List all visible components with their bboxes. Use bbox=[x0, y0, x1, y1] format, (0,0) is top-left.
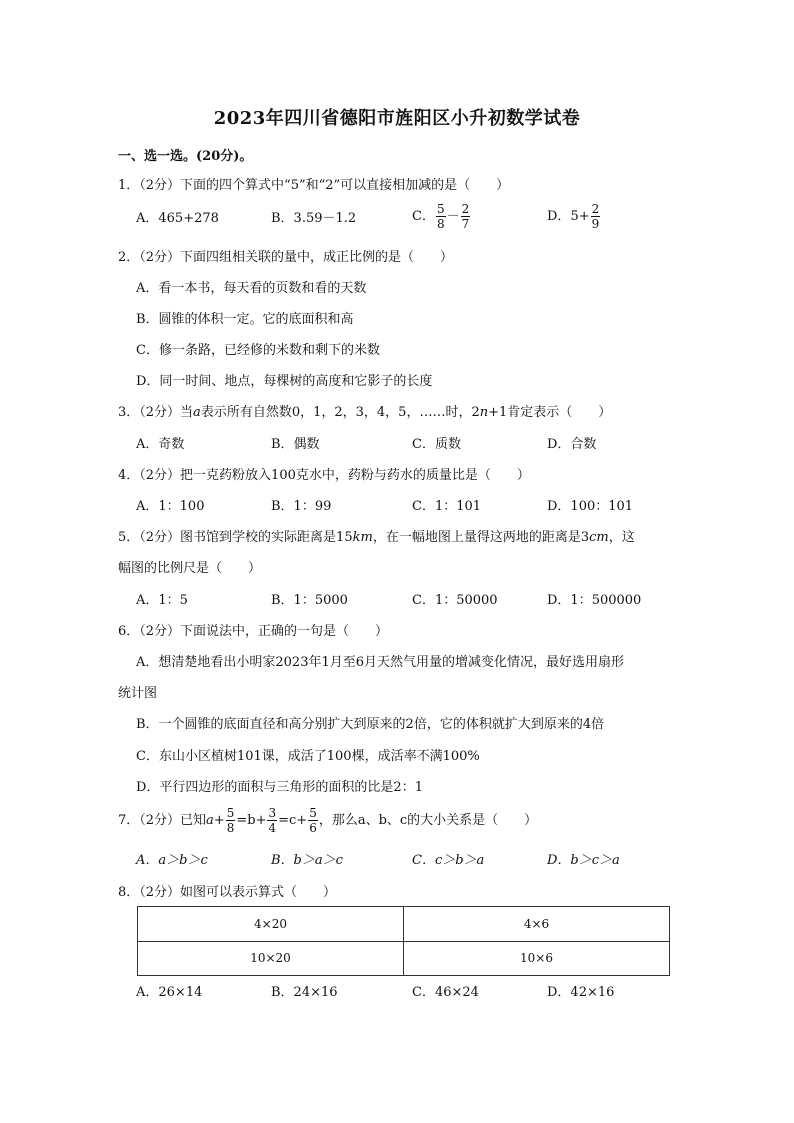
q4-option-b: B．1：99 bbox=[271, 499, 332, 514]
q2-option-a: A．看一本书，每天看的页数和看的天数 bbox=[136, 281, 367, 296]
table-cell: 10×20 bbox=[138, 941, 404, 976]
q8-option-c: C．46×24 bbox=[412, 985, 479, 1000]
q5-option-b: B．1：5000 bbox=[271, 593, 348, 608]
q8-option-b: B．24×16 bbox=[271, 985, 338, 1000]
area-model-table bbox=[137, 906, 670, 976]
q2-option-d: D．同一时间、地点，每棵树的高度和它影子的长度 bbox=[136, 374, 433, 389]
q2-option-c: C．修一条路，已经修的米数和剩下的米数 bbox=[136, 343, 380, 358]
q7-option-a: A．a＞b＞c bbox=[136, 853, 208, 868]
question-8-stem: 8．（2分）如图可以表示算式（ ） bbox=[118, 885, 337, 900]
q3-option-b: B．偶数 bbox=[271, 437, 320, 452]
question-7-stem: 7．（2分）已知a+ $\frac{5}{8}$ =b+ $\frac{3}{4}$ =c+ $\frac{5}{6}$ ，那么a、b、c的大小关系是（ ） bbox=[118, 806, 538, 835]
exam-title: 2023年四川省德阳市旌阳区小升初数学试卷 bbox=[213, 108, 581, 129]
q6-option-b: B．一个圆锥的底面直径和高分别扩大到原来的2倍，它的体积就扩大到原来的4倍 bbox=[136, 717, 605, 732]
q1-option-c: C． $\frac{5}{8}$ － $\frac{2}{7}$ bbox=[412, 202, 470, 231]
question-1-stem: 1．（2分）下面的四个算式中“5”和“2”可以直接相加减的是（ ） bbox=[118, 178, 510, 193]
q1-option-a: A．465+278 bbox=[136, 211, 219, 226]
q5-option-d: D．1：500000 bbox=[547, 593, 642, 608]
q8-option-d: D．42×16 bbox=[547, 985, 615, 1000]
q6-option-c: C．东山小区植树101课，成活了100棵，成活率不满100% bbox=[136, 749, 480, 764]
table-row bbox=[138, 907, 670, 942]
q3-option-d: D．合数 bbox=[547, 437, 597, 452]
question-6-stem: 6．（2分）下面说法中，正确的一句是（ ） bbox=[118, 624, 389, 639]
q5-option-a: A．1：5 bbox=[136, 593, 188, 608]
question-2-stem: 2．（2分）下面四组相关联的量中，成正比例的是（ ） bbox=[118, 250, 454, 265]
q1-option-b: B．3.59－1.2 bbox=[271, 211, 357, 226]
q5-option-c: C．1：50000 bbox=[412, 593, 498, 608]
q4-option-d: D．100：101 bbox=[547, 499, 634, 514]
q6-option-a: A．想清楚地看出小明家2023年1月至6月天然气用量的增减变化情况，最好选用扇形 bbox=[136, 655, 625, 670]
q8-option-a: A．26×14 bbox=[136, 985, 203, 1000]
q6-option-a-continuation: 统计图 bbox=[118, 686, 158, 701]
q7-option-d: D．b＞c＞a bbox=[547, 853, 620, 868]
question-4-stem: 4．（2分）把一克药粉放入100克水中，药粉与药水的质量比是（ ） bbox=[118, 468, 530, 483]
table-cell: 4×20 bbox=[138, 907, 404, 942]
table-row bbox=[138, 941, 670, 976]
q1-option-d: D．5+ $\frac{2}{9}$ bbox=[547, 202, 600, 231]
question-5-stem: 5．（2分）图书馆到学校的实际距离是15km，在一幅地图上量得这两地的距离是3cm，这 bbox=[118, 530, 635, 545]
table-cell: 4×6 bbox=[404, 907, 670, 942]
q3-option-c: C．质数 bbox=[412, 437, 461, 452]
q4-option-c: C．1：101 bbox=[412, 499, 482, 514]
q7-option-b: B．b＞a＞c bbox=[271, 853, 343, 868]
q2-option-b: B．圆锥的体积一定。它的底面积和高 bbox=[136, 312, 354, 327]
section-heading: 一、选一选。(20分)。 bbox=[118, 149, 253, 164]
q7-option-c: C．c＞b＞a bbox=[412, 853, 485, 868]
question-5-continuation: 幅图的比例尺是（ ） bbox=[118, 561, 262, 576]
question-3-stem: 3．（2分）当a表示所有自然数0，1，2，3，4，5，……时，2n+1肯定表示（ ） bbox=[118, 405, 612, 420]
q4-option-a: A．1：100 bbox=[136, 499, 205, 514]
q6-option-d: D．平行四边形的面积与三角形的面积的比是2：1 bbox=[136, 780, 423, 795]
q3-option-a: A．奇数 bbox=[136, 437, 185, 452]
table-cell: 10×6 bbox=[404, 941, 670, 976]
